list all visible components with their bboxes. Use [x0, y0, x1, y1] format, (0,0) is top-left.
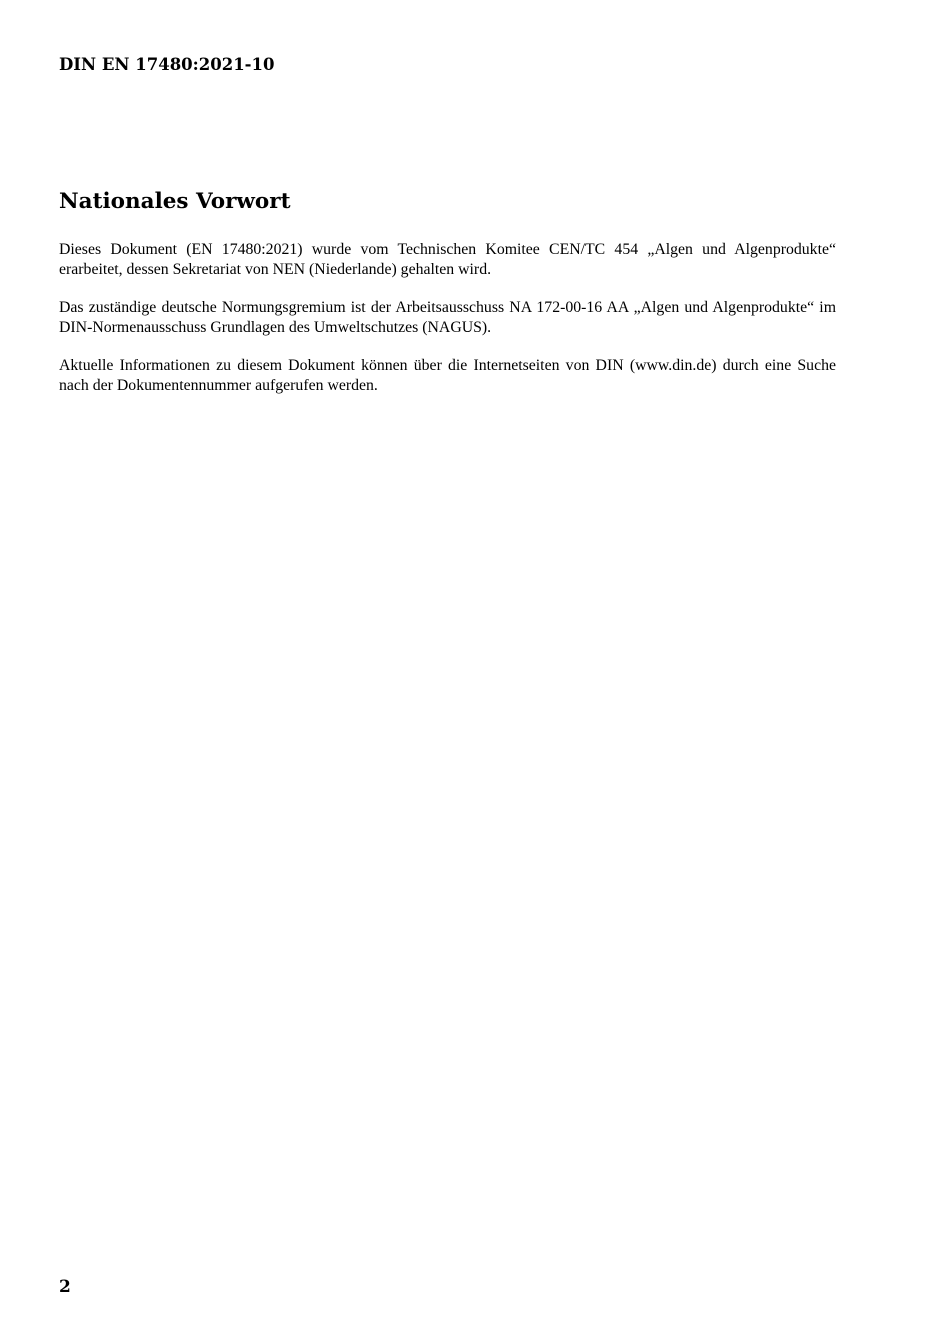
paragraph-committee: Dieses Dokument (EN 17480:2021) wurde vom Technischen Komitee CEN/TC 454 „Algen und Algenprodukte“ erarbeitet, dessen Sekretariat von NEN (Niederlande) gehalten wird.: [59, 241, 836, 278]
paragraph-information: Aktuelle Informationen zu diesem Dokument können über die Internetseiten von DIN (www.din.de) durch eine Suche nach der Dokumentennummer aufgerufen werden.: [59, 357, 836, 394]
paragraph-standards-body: Das zuständige deutsche Normungsgremium ist der Arbeitsausschuss NA 172-00-16 AA „Algen und Algenprodukte“ im DIN-Normenausschuss Grundlagen des Umweltschutzes (NAGUS).: [59, 299, 836, 336]
section-title: Nationales Vorwort: [59, 189, 291, 214]
page-number: 2: [59, 1277, 71, 1297]
section-body: [59, 240, 836, 414]
document-id-header: DIN EN 17480:2021-10: [59, 55, 275, 74]
